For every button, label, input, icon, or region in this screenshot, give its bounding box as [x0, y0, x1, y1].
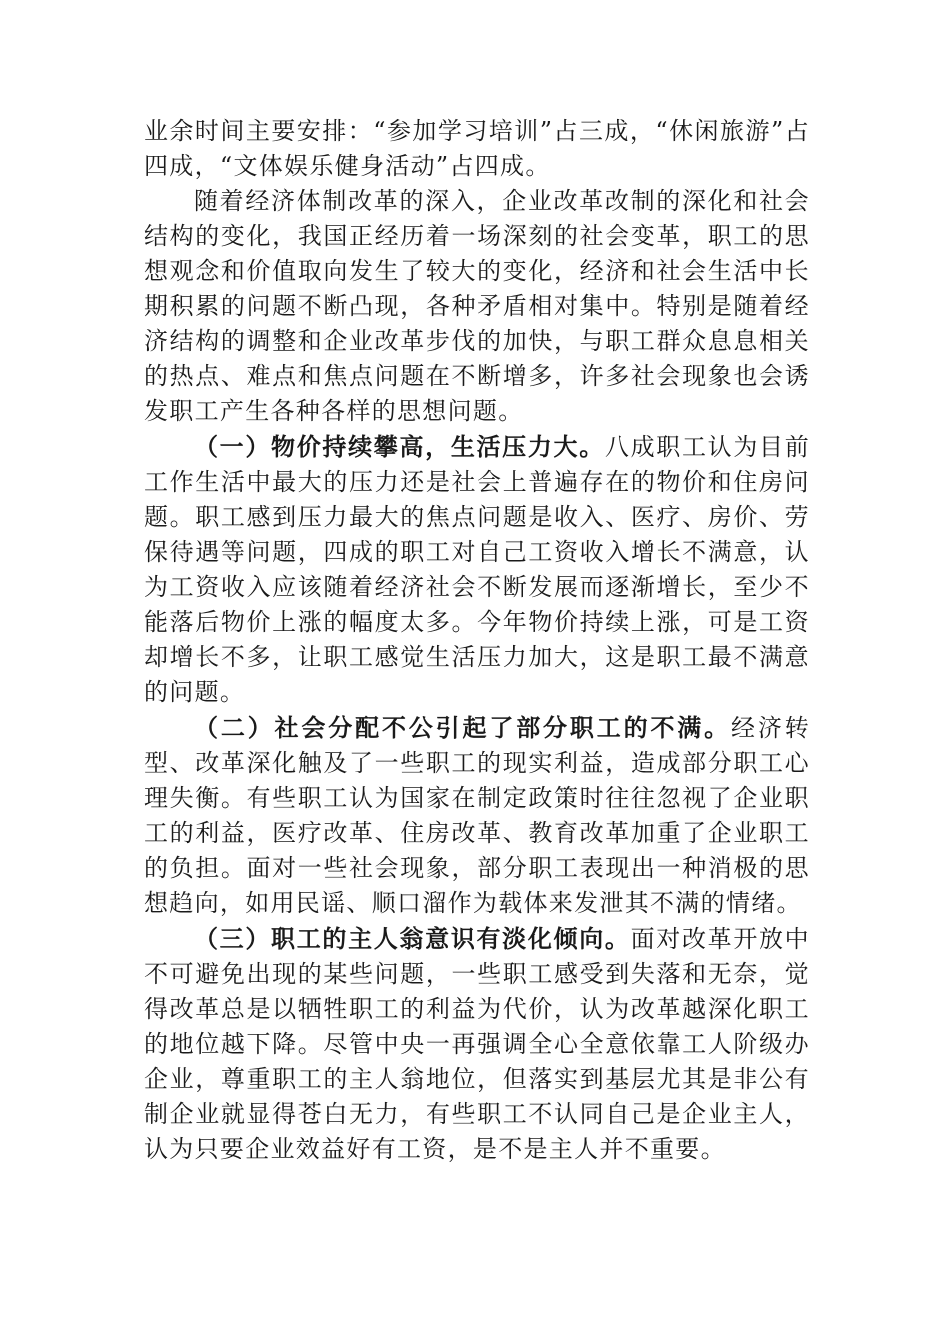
paragraph-text: 随着经济体制改革的深入，企业改革改制的深化和社会结构的变化，我国正经历着一场深刻的社会变革，职工的思想观念和价值取向发生了较大的变化，经济和社会生活中长期积累的问题不断凸现，各种矛盾相对集中。特别是随着经济结构的调整和企业改革步伐的加快，与职工群众息息相关的热点、难点和焦点问题在不断增多，许多社会现象也会诱发职工产生各种各样的思想问题。: [144, 187, 810, 425]
paragraph-text: 业余时间主要安排：“参加学习培训”占三成，“休闲旅游”占四成，“文体娱乐健身活动”占四成。: [144, 117, 810, 180]
paragraph-ownership-awareness: [144, 921, 810, 1167]
section-heading: （一）物价持续攀高，生活压力大。: [194, 432, 605, 461]
paragraph-unfair-distribution: [144, 710, 810, 921]
section-heading: （二）社会分配不公引起了部分职工的不满。: [194, 713, 731, 742]
paragraph-leisure-time: [144, 114, 810, 184]
paragraph-price-pressure: [144, 429, 810, 710]
paragraph-social-change: [144, 184, 810, 429]
section-heading: （三）职工的主人翁意识有淡化倾向。: [194, 924, 631, 953]
paragraph-text: 面对改革开放中不可避免出现的某些问题，一些职工感受到失落和无奈，觉得改革总是以牺牲职工的利益为代价，认为改革越深化职工的地位越下降。尽管中央一再强调全心全意依靠工人阶级办企业，尊重职工的主人翁地位，但落实到基层尤其是非公有制企业就显得苍白无力，有些职工不认同自己是企业主人，认为只要企业效益好有工资，是不是主人并不重要。: [144, 925, 810, 1163]
document-body: [144, 114, 810, 1167]
paragraph-text: 经济转型、改革深化触及了一些职工的现实利益，造成部分职工心理失衡。有些职工认为国家在制定政策时往往忽视了企业职工的利益，医疗改革、住房改革、教育改革加重了企业职工的负担。面对一些社会现象，部分职工表现出一种消极的思想趋向，如用民谣、顺口溜作为载体来发泄其不满的情绪。: [144, 714, 810, 917]
paragraph-text: 八成职工认为目前工作生活中最大的压力还是社会上普遍存在的物价和住房问题。职工感到压力最大的焦点问题是收入、医疗、房价、劳保待遇等问题，四成的职工对自己工资收入增长不满意，认为工资收入应该随着经济社会不断发展而逐渐增长，至少不能落后物价上涨的幅度太多。今年物价持续上涨，可是工资却增长不多，让职工感觉生活压力加大，这是职工最不满意的问题。: [144, 433, 810, 706]
